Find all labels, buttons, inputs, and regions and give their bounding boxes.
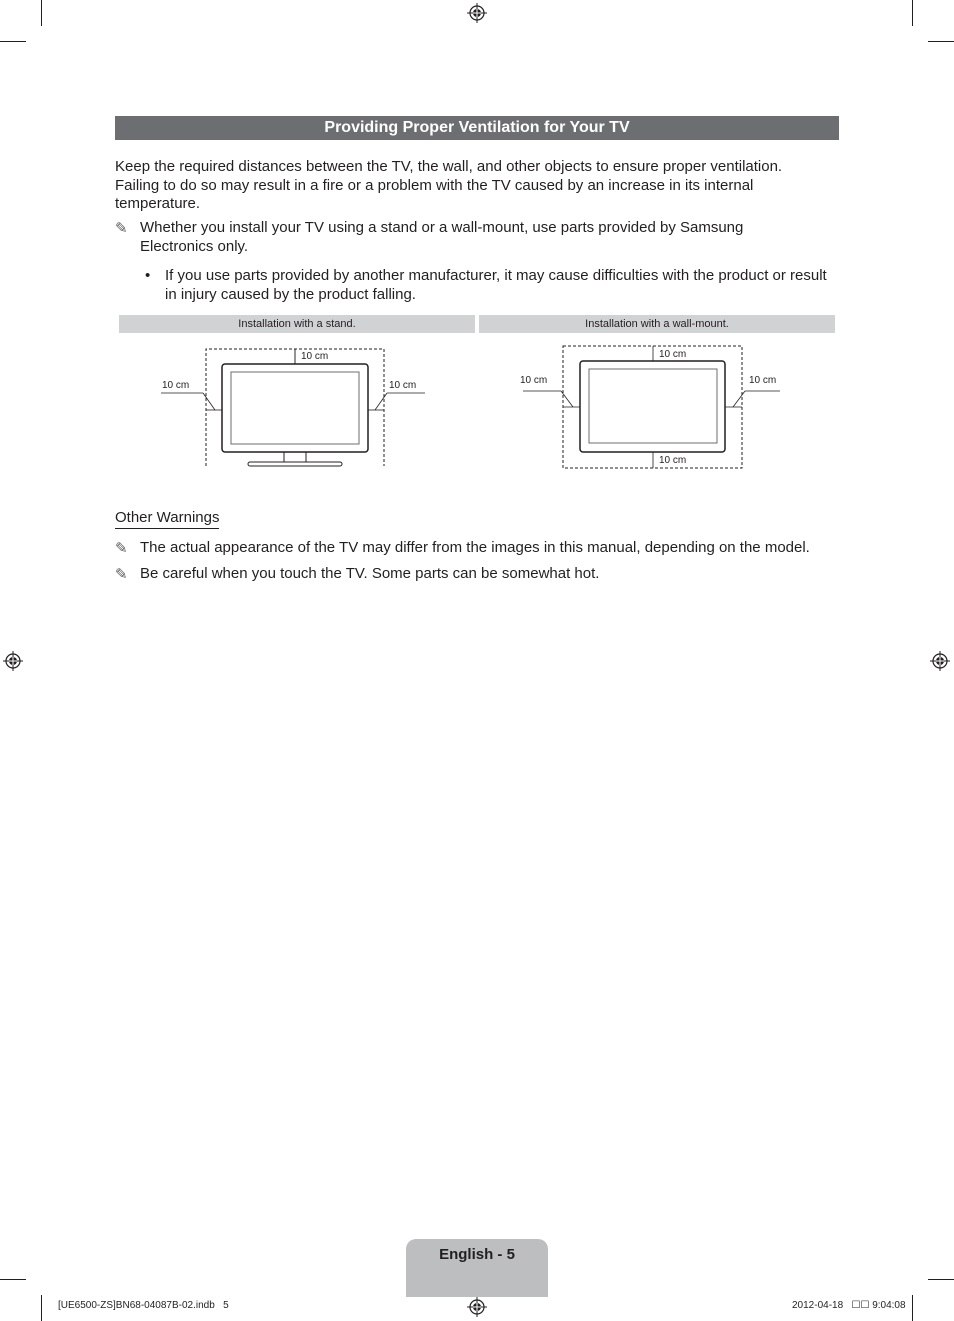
crop-mark-bottom-right-h — [928, 1279, 954, 1280]
bullet-dot: • — [145, 267, 151, 284]
wall-right-clearance-label: 10 cm — [749, 375, 777, 386]
file-slug: [UE6500-ZS]BN68-04087B-02.indb 5 — [58, 1300, 229, 1311]
other-warnings-heading: Other Warnings — [115, 509, 219, 529]
registration-target-icon — [467, 1297, 487, 1317]
pencil-note-icon: ✎ — [115, 540, 128, 557]
crop-mark-bottom-left-h — [0, 1279, 26, 1280]
wall-top-clearance-label: 10 cm — [659, 349, 687, 360]
intro-line: Failing to do so may result in a fire or a problem with the TV caused by an increase in its internal — [115, 176, 754, 194]
intro-line: temperature. — [115, 195, 201, 212]
stand-top-clearance-label: 10 cm — [301, 351, 329, 362]
wall-bottom-clearance-label: 10 cm — [659, 455, 687, 466]
bullet-line: in injury caused by the product falling. — [165, 285, 416, 303]
wall-installation-diagram — [515, 340, 790, 475]
print-timestamp: 2012-04-18 ☐☐ 9:04:08 — [792, 1300, 906, 1311]
note-line: Electronics only. — [140, 237, 249, 255]
section-title: Providing Proper Ventilation for Your TV — [115, 116, 839, 140]
bullet-other-manufacturer — [165, 267, 845, 304]
note-line: Whether you install your TV using a stand or a wall-mount, use parts provided by Samsung — [140, 219, 744, 236]
figure-caption-wall: Installation with a wall-mount. — [479, 315, 835, 333]
pencil-note-icon: ✎ — [115, 220, 128, 237]
crop-mark-bottom-right-v — [912, 1295, 913, 1321]
warning-hot-parts: Be careful when you touch the TV. Some parts can be somewhat hot. — [140, 565, 600, 582]
wall-left-clearance-label: 10 cm — [520, 375, 548, 386]
pencil-note-icon: ✎ — [115, 566, 128, 583]
crop-mark-top-left-h — [0, 41, 26, 42]
page-number-label: English - 5 — [439, 1246, 515, 1263]
registration-target-icon — [930, 651, 950, 671]
stand-installation-diagram — [155, 340, 445, 475]
figure-caption-stand: Installation with a stand. — [119, 315, 475, 333]
crop-mark-top-right-h — [928, 41, 954, 42]
warning-appearance: The actual appearance of the TV may differ from the images in this manual, depending on the model. — [140, 539, 810, 556]
intro-paragraph — [115, 158, 782, 214]
crop-mark-bottom-left-v — [41, 1295, 42, 1321]
note-samsung-parts — [140, 219, 743, 256]
intro-line: Keep the required distances between the TV, the wall, and other objects to ensure proper ventilation. — [115, 158, 783, 175]
crop-mark-top-left-v — [41, 0, 42, 26]
stand-right-clearance-label: 10 cm — [389, 380, 417, 391]
registration-target-icon — [467, 3, 487, 23]
stand-left-clearance-label: 10 cm — [162, 380, 190, 391]
crop-mark-top-right-v — [912, 0, 913, 26]
registration-target-icon — [3, 651, 23, 671]
bullet-line: If you use parts provided by another manufacturer, it may cause difficulties with the product or result — [165, 267, 827, 284]
